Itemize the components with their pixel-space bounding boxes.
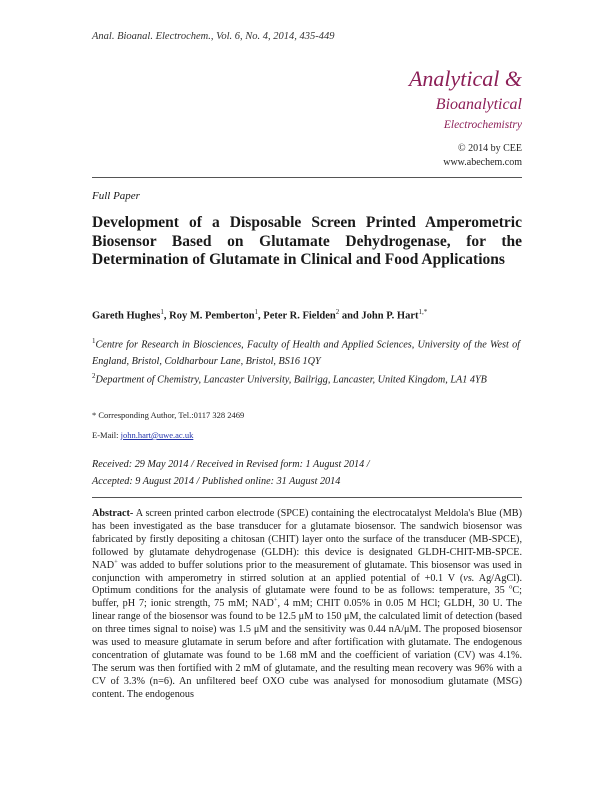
author-name: Roy M. Pemberton <box>169 310 255 322</box>
dates-line-2: Accepted: 9 August 2014 / Published online: 31 August 2014 <box>92 475 341 487</box>
email-link[interactable]: john.hart@uwe.ac.uk <box>120 430 194 440</box>
author-affiliation-mark: 2 <box>335 308 340 316</box>
journal-name-line1: Analytical & <box>408 66 522 91</box>
author-name: John P. Hart <box>361 310 419 322</box>
copyright: © 2014 by CEE <box>458 143 522 154</box>
affiliation-1 <box>92 333 520 370</box>
corresponding-author: * Corresponding Author, Tel.:0117 328 2469 <box>92 410 245 420</box>
journal-name-line2: Bioanalytical <box>435 96 522 113</box>
journal-citation: Anal. Bioanal. Electrochem., Vol. 6, No. 4, 2014, 435-449 <box>92 31 335 42</box>
affiliation-text: Department of Chemistry, Lancaster University, Bailrigg, Lancaster, United Kingdom, LA1 4YB <box>95 374 487 386</box>
author-name: Gareth Hughes <box>92 310 161 322</box>
abstract-label: Abstract- <box>92 508 134 519</box>
dates-line-1: Received: 29 May 2014 / Received in Revised form: 1 August 2014 / <box>92 459 370 470</box>
publication-dates <box>92 457 520 490</box>
journal-name-line3: Electrochemistry <box>443 119 522 131</box>
email-label: E-Mail: <box>92 430 119 440</box>
author-affiliation-mark: 1 <box>254 308 259 316</box>
author-list: Gareth Hughes$^1$, Roy M. Pemberton$^1$, Peter R. Fielden$^2$ and John P. Hart$^{1,*}$ <box>92 308 428 322</box>
header-divider <box>92 177 522 178</box>
author-affiliation-mark: 1,* <box>418 308 428 316</box>
abstract-text: A screen printed carbon electrode (SPCE) containing the electrocatalyst Meldola's Blue (MB) has been investigated as the base transducer for a glutamate biosensor. The sandwich biosensor was fabricated by firstly depositing a chitosan (CHIT) layer onto the surface of the transducer (MB-SPCE), followed by glutamate dehydrogenase (GLDH): this device is designated GLDH-CHIT-MB-SPCE. NAD <box>92 508 522 571</box>
abstract-text: Ag/AgCl). Optimum conditions for the analysis of glutamate were found to be as follows: temperature, 35 <box>92 572 523 597</box>
superscript: + <box>114 558 118 566</box>
abstract-text: was added to buffer solutions prior to the measurement of glutamate. This biosensor was used in conjunction with amperometry in stirred solution at an applied potential of +0.1 V ( <box>92 559 522 584</box>
journal-website[interactable]: www.abechem.com <box>443 157 522 168</box>
author-affiliation-mark: 1 <box>160 308 164 316</box>
affiliation-text: Centre for Research in Biosciences, Faculty of Health and Applied Sciences, University of the West of England, Bristol, Coldharbour Lane, Bristol, BS16 1QY <box>92 339 520 368</box>
superscript: o <box>509 584 513 592</box>
superscript: + <box>273 596 278 604</box>
paper-title: Development of a Disposable Screen Printed Amperometric Biosensor Based on Glutamate Dehydrogenase, for the Determination of Glutamate in Clinical and Food Applications <box>92 214 522 268</box>
abstract-text: C; buffer, pH 7; ionic strength, 75 mM; NAD <box>92 585 522 610</box>
abstract <box>92 508 522 702</box>
abstract-divider <box>92 497 522 498</box>
email-line <box>92 430 193 440</box>
affiliation-2 <box>92 368 520 388</box>
affiliation-mark: 2 <box>92 372 96 380</box>
author-name: Peter R. Fielden <box>263 310 336 322</box>
abstract-italic: vs. <box>463 572 475 584</box>
affiliation-mark: 1 <box>92 337 96 345</box>
paper-type: Full Paper <box>92 190 140 202</box>
abstract-text: , 4 mM; CHIT 0.05% in 0.05 M HCl; GLDH, 30 U. The linear range of the biosensor was found to be 12.5 μM to 150 μM, the calculated limit of detection (based on three times signal to noise) was 1.5 μM and the sensitivity was 0.44 nA/μM. The proposed biosensor was used to measure glutamate in serum before and after fortification with glutamate. The endogenous concentration of glutamate was found to be 1.68 mM and the coefficient of variation (CV) was 4.1%. The serum was then fortified with 2 mM of glutamate, and the resulting mean recovery was 96% with a CV of 3.3% (n=6). An unfiltered beef OXO cube was analysed for monosodium glutamate (MSG) content. The endogenous <box>92 598 522 700</box>
